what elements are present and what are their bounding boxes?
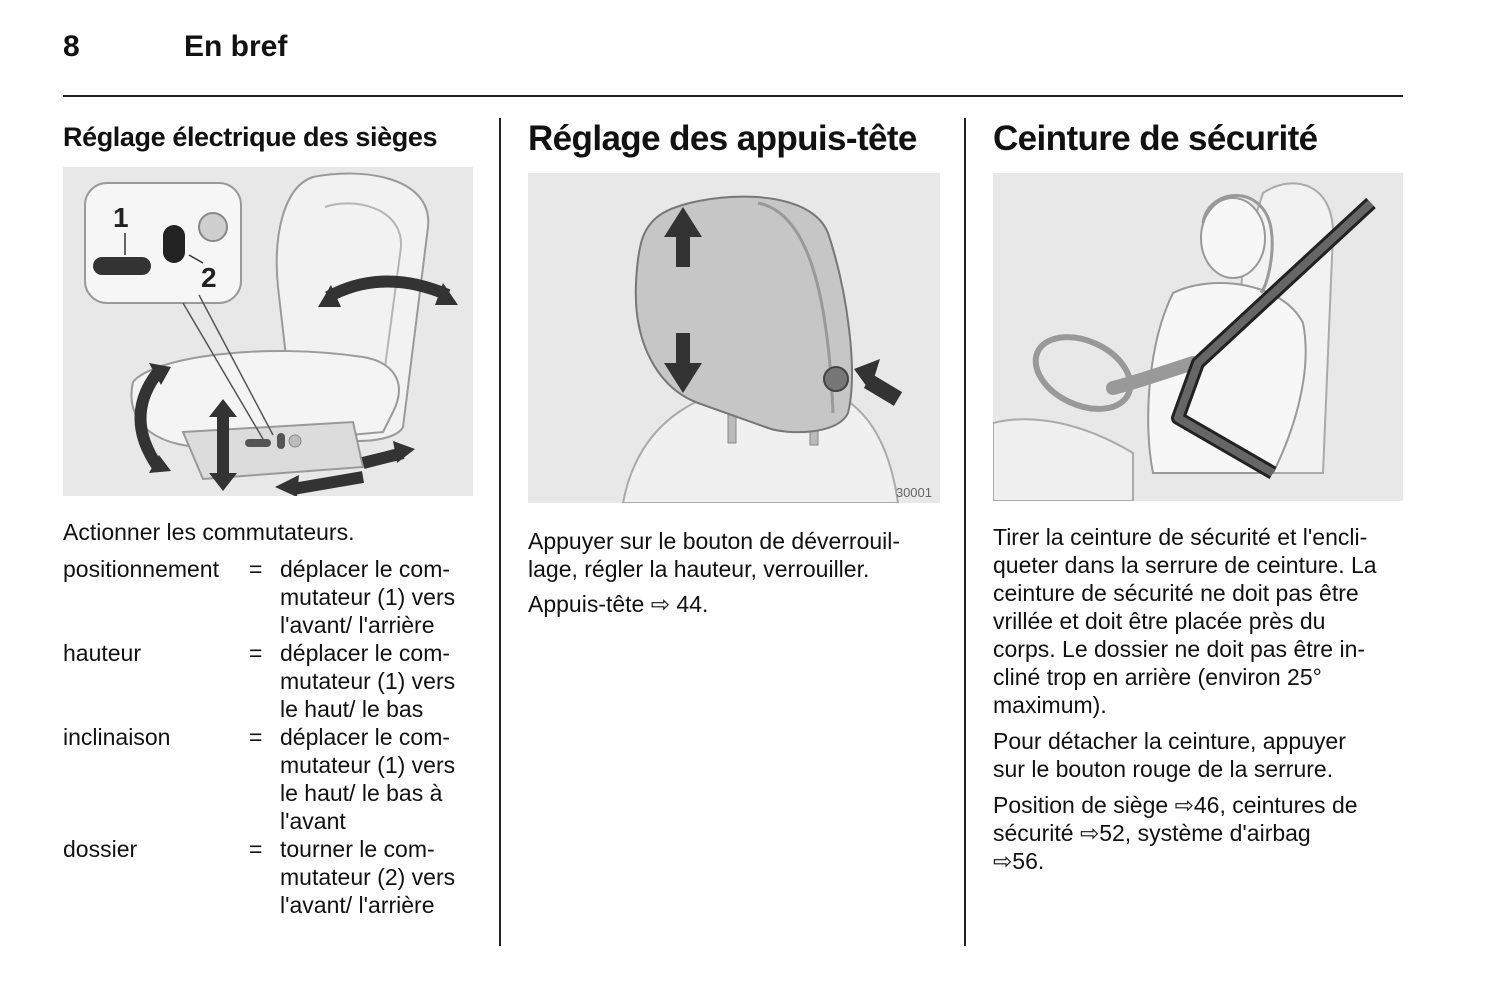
callout-2: 2 bbox=[201, 262, 217, 293]
definition-term: dossier bbox=[63, 836, 138, 862]
page-number: 8 bbox=[63, 30, 80, 63]
reference-page[interactable]: 52, système d'airbag bbox=[1099, 820, 1311, 846]
definition-line: déplacer le com- bbox=[280, 640, 451, 666]
seatbelt-paragraph-1 bbox=[993, 523, 1403, 719]
definition-row bbox=[63, 639, 473, 723]
definition-line: mutateur (2) vers bbox=[280, 864, 456, 890]
callout-1: 1 bbox=[113, 202, 129, 233]
page-title: En bref bbox=[184, 30, 288, 63]
page-header bbox=[63, 30, 1403, 70]
figure-code: 30001 bbox=[895, 485, 932, 500]
definition-line: mutateur (1) vers bbox=[280, 752, 456, 778]
headrest-illustration bbox=[528, 173, 940, 503]
section-headrest bbox=[528, 118, 940, 618]
reference-page[interactable]: 56. bbox=[1012, 848, 1045, 874]
definition-line: l'avant bbox=[280, 808, 346, 834]
seat-adjust-illustration bbox=[63, 167, 473, 496]
definition-term: positionnement bbox=[63, 556, 219, 582]
definition-row bbox=[63, 555, 473, 639]
definition-line: mutateur (1) vers bbox=[280, 584, 456, 610]
reference-arrow-icon: ⇨ bbox=[1079, 820, 1100, 846]
definition-line: tourner le com- bbox=[280, 836, 435, 862]
definition-description bbox=[280, 555, 473, 639]
reference-text: Position de siège bbox=[993, 792, 1169, 818]
column-divider-2 bbox=[964, 118, 966, 946]
definition-equals: = bbox=[249, 724, 263, 750]
seatbelt-references bbox=[993, 791, 1403, 875]
text-line: sur le bouton rouge de la serrure. bbox=[993, 756, 1334, 782]
seat-intro-text: Actionner les commutateurs. bbox=[63, 519, 355, 545]
header-divider bbox=[63, 95, 1403, 97]
text-line: Appuyer sur le bouton de déverrouil- bbox=[528, 528, 901, 554]
section-heading-electric-seat: Réglage électrique des sièges bbox=[63, 122, 438, 152]
reference-line bbox=[993, 791, 1403, 819]
definition-equals: = bbox=[249, 640, 263, 666]
text-line: lage, régler la hauteur, verrouiller. bbox=[528, 556, 870, 582]
text-line: cliné trop en arrière (environ 25° bbox=[993, 664, 1322, 690]
seatbelt-illustration bbox=[993, 173, 1403, 501]
reference-arrow-icon: ⇨ bbox=[993, 848, 1013, 874]
text-line: Tirer la ceinture de sécurité et l'encli- bbox=[993, 524, 1368, 550]
text-line: maximum). bbox=[993, 692, 1107, 718]
seatbelt-paragraph-2 bbox=[993, 727, 1403, 783]
reference-arrow-icon: ⇨ bbox=[650, 591, 671, 617]
text-line: Pour détacher la ceinture, appuyer bbox=[993, 728, 1346, 754]
definition-description bbox=[280, 835, 473, 919]
section-heading-headrest: Réglage des appuis-tête bbox=[528, 119, 917, 158]
headrest-illustration-svg bbox=[528, 173, 940, 503]
reference-text: Appuis-tête bbox=[528, 591, 645, 617]
definition-equals: = bbox=[249, 836, 263, 862]
definition-row bbox=[63, 835, 473, 919]
definition-line: déplacer le com- bbox=[280, 556, 451, 582]
headrest-instructions bbox=[528, 527, 940, 583]
definition-line: déplacer le com- bbox=[280, 724, 451, 750]
reference-line bbox=[993, 847, 1403, 875]
definition-equals: = bbox=[249, 556, 263, 582]
column-divider-1 bbox=[499, 118, 501, 946]
seatbelt-illustration-svg bbox=[993, 173, 1403, 501]
definition-line: le haut/ le bas à bbox=[280, 780, 443, 806]
definition-line: mutateur (1) vers bbox=[280, 668, 456, 694]
section-seatbelt bbox=[993, 118, 1403, 875]
headrest-reference bbox=[528, 590, 940, 618]
reference-page[interactable]: 44. bbox=[676, 591, 709, 617]
definition-line: le haut/ le bas bbox=[280, 696, 424, 722]
section-heading-seatbelt: Ceinture de sécurité bbox=[993, 119, 1318, 158]
reference-arrow-icon: ⇨ bbox=[1174, 792, 1194, 818]
seat-illustration-svg bbox=[63, 167, 473, 496]
definition-term: hauteur bbox=[63, 640, 142, 666]
definition-description bbox=[280, 639, 473, 723]
text-line: corps. Le dossier ne doit pas être in- bbox=[993, 636, 1366, 662]
reference-text: sécurité bbox=[993, 820, 1074, 846]
definition-line: l'avant/ l'arrière bbox=[280, 612, 435, 638]
reference-line bbox=[993, 819, 1403, 847]
text-line: ceinture de sécurité ne doit pas être bbox=[993, 580, 1359, 606]
definition-row bbox=[63, 723, 473, 835]
definition-term: inclinaison bbox=[63, 724, 171, 750]
section-electric-seat bbox=[63, 118, 473, 919]
text-line: queter dans la serrure de ceinture. La bbox=[993, 552, 1377, 578]
reference-page[interactable]: 46, ceintures de bbox=[1193, 792, 1358, 818]
text-line: vrillée et doit être placée près du bbox=[993, 608, 1326, 634]
definition-line: l'avant/ l'arrière bbox=[280, 892, 435, 918]
definition-description bbox=[280, 723, 473, 835]
seat-definition-list bbox=[63, 555, 473, 919]
